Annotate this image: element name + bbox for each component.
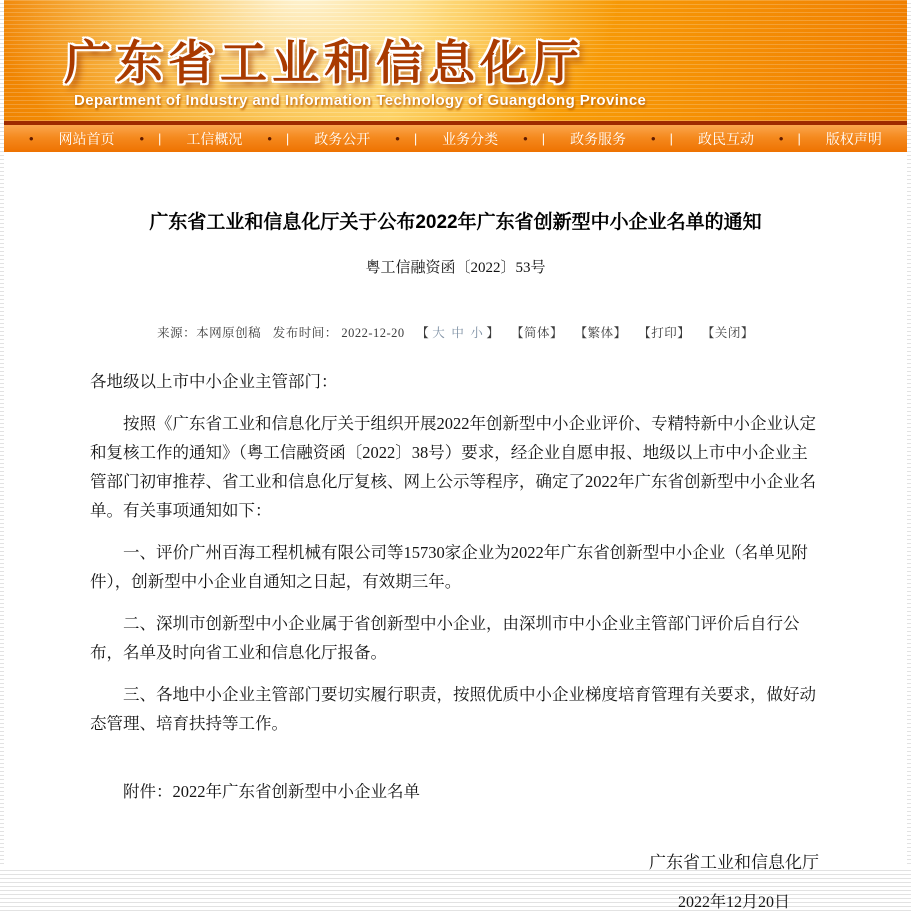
- nav-bullet-icon: •: [651, 131, 656, 146]
- nav-bullet-icon: •: [395, 131, 400, 146]
- page-container: [4, 0, 907, 911]
- nav-item-overview[interactable]: 工信概况: [186, 130, 243, 147]
- document-number: 粤工信融资函〔2022〕53号: [365, 260, 546, 276]
- site-title-english: Department of Industry and Information Technology of Guangdong Province: [74, 92, 647, 109]
- paragraph-salutation: 各地级以上市中小企业主管部门：: [90, 372, 338, 391]
- nav-item-services[interactable]: 政务服务: [570, 130, 627, 147]
- publish-date: 发布时间： 2022-12-20: [272, 326, 405, 340]
- signature-block: [649, 848, 819, 912]
- nav-item-business[interactable]: 业务分类: [442, 130, 499, 147]
- nav-bullet-icon: •: [267, 131, 272, 146]
- source-label: 来源：本网原创稿: [157, 326, 262, 340]
- font-size-small-link[interactable]: 小: [470, 326, 484, 340]
- nav-divider: |: [285, 131, 290, 146]
- bracket-open: 【: [416, 326, 430, 340]
- site-title-chinese: 广东省工业和信息化厅: [64, 36, 584, 89]
- nav-bullet-icon: •: [778, 131, 784, 146]
- nav-divider: |: [669, 131, 673, 146]
- nav-bullet-icon: •: [139, 131, 145, 146]
- nav-item-gov-affairs[interactable]: 政务公开: [314, 130, 371, 147]
- paragraph-item-3: 三、各地中小企业主管部门要切实履行职责，按照优质中小企业梯度培育管理有关要求，做好动态管理、培育扶持等工作。: [90, 685, 816, 733]
- nav-bullet-icon: •: [28, 131, 34, 146]
- signature-date: 2022年12月20日: [677, 894, 790, 911]
- font-size-tool: [416, 326, 499, 340]
- paragraph-item-1: 一、评价广州百海工程机械有限公司等15730家企业为2022年广东省创新型中小企业（名单见附件），创新型中小企业自通知之日起，有效期三年。: [90, 543, 808, 591]
- nav-divider: |: [797, 131, 801, 146]
- close-link[interactable]: 【关闭】: [701, 326, 754, 340]
- nav-divider: |: [413, 131, 418, 146]
- print-link[interactable]: 【打印】: [638, 326, 691, 340]
- article-content: [4, 207, 907, 912]
- site-banner: [4, 0, 907, 121]
- nav-item-copyright[interactable]: 版权声明: [825, 130, 882, 147]
- paragraph-item-2: 二、深圳市创新型中小企业属于省创新型中小企业，由深圳市中小企业主管部门评价后自行公布，名单及时向省工业和信息化厅报备。: [90, 614, 800, 662]
- attachment-line: 附件：2022年广东省创新型中小企业名单: [123, 782, 420, 801]
- nav-item-interaction[interactable]: 政民互动: [697, 130, 754, 147]
- font-size-large-link[interactable]: 大: [432, 326, 446, 340]
- nav-bullet-icon: •: [523, 131, 528, 146]
- paragraph-intro: 按照《广东省工业和信息化厅关于组织开展2022年创新型中小企业评价、专精特新中小企业认定和复核工作的通知》（粤工信融资函〔2022〕38号）要求，经企业自愿申报、地级以上市中小企业主管部门初审推荐、省工业和信息化厅复核、网上公示等程序，确定了2022年广东省创新型中小企业名单。有关事项通知如下：: [90, 414, 816, 520]
- signature-department: 广东省工业和信息化厅: [649, 853, 819, 872]
- font-size-medium-link[interactable]: 中: [451, 326, 465, 340]
- article-title: 广东省工业和信息化厅关于公布2022年广东省创新型中小企业名单的通知: [149, 212, 762, 233]
- traditional-chinese-link[interactable]: 【繁体】: [574, 326, 627, 340]
- article-meta-bar: [90, 323, 821, 341]
- nav-divider: |: [158, 131, 162, 146]
- bracket-close: 】: [486, 326, 500, 340]
- nav-item-home[interactable]: 网站首页: [58, 130, 115, 147]
- nav-divider: |: [541, 131, 546, 146]
- simplified-chinese-link[interactable]: 【简体】: [510, 326, 563, 340]
- article-body: [90, 367, 821, 738]
- main-navbar: [4, 121, 907, 152]
